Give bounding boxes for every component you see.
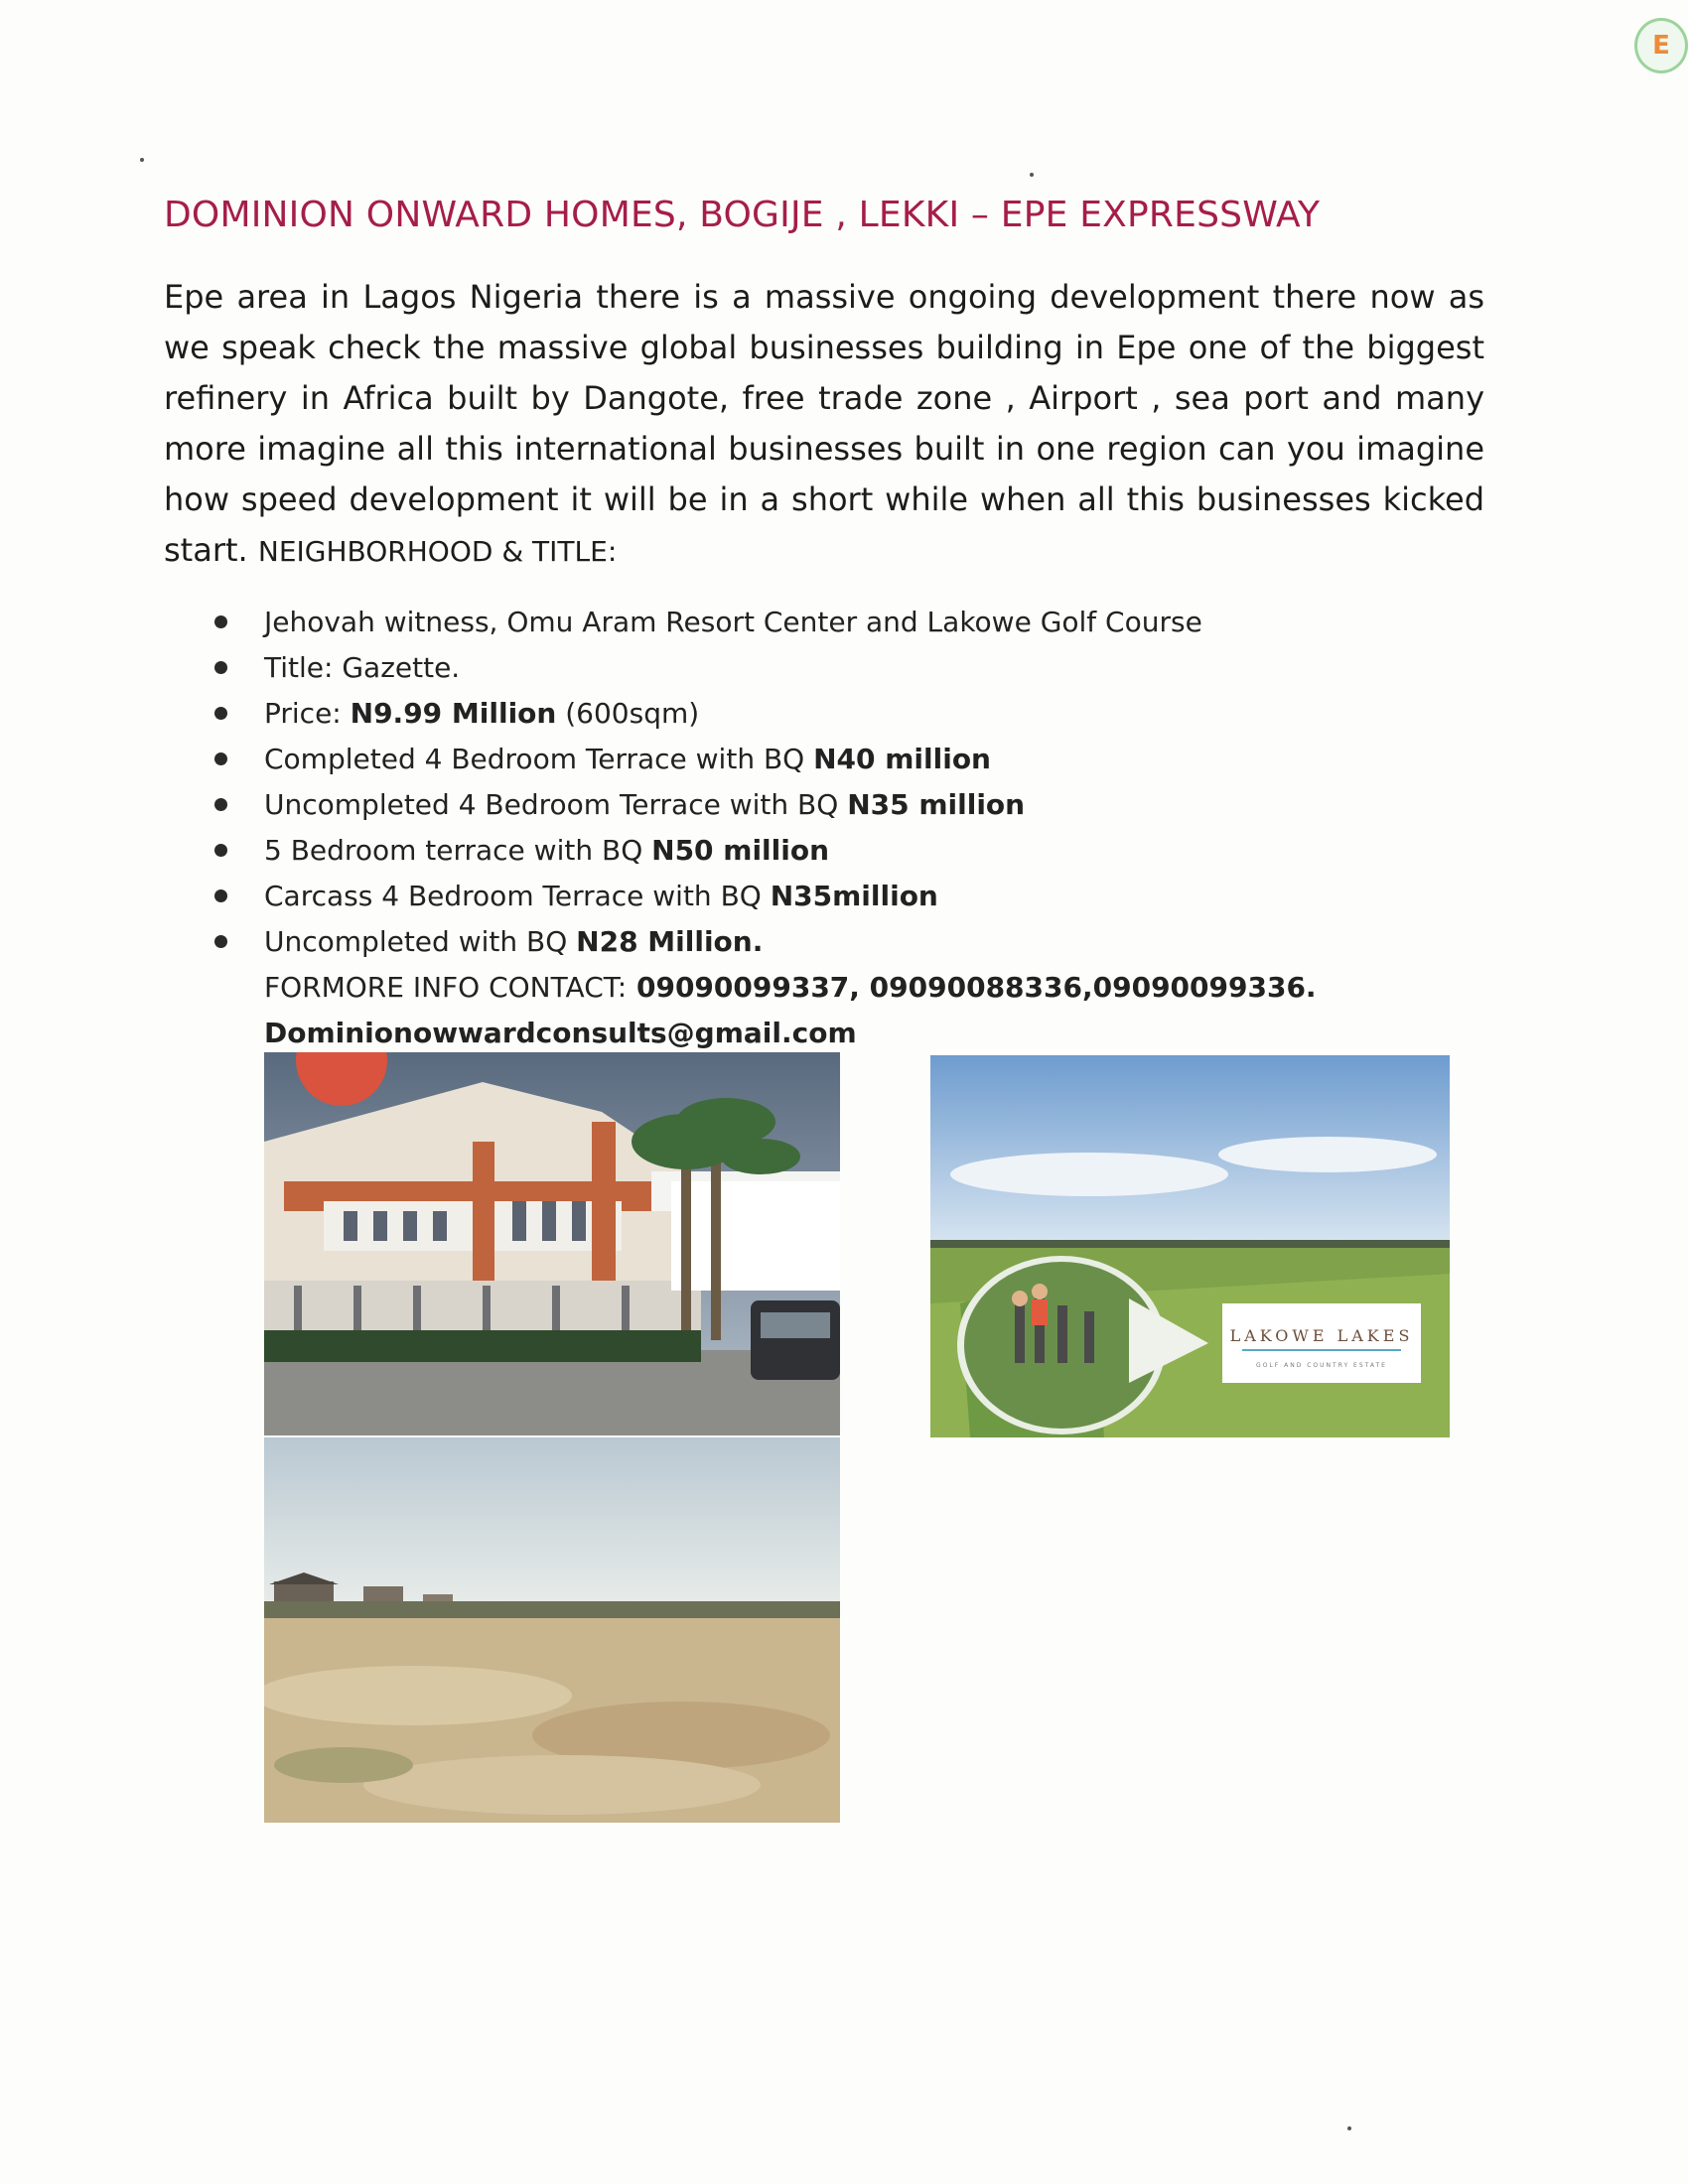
scan-speck	[1030, 173, 1034, 177]
list-item-text: Completed 4 Bedroom Terrace with BQ	[264, 743, 814, 775]
list-item	[211, 828, 1202, 874]
list-item-price: N9.99 Million	[350, 697, 557, 730]
contact-label: FORMORE INFO CONTACT:	[264, 971, 628, 1004]
scan-speck	[140, 158, 144, 162]
bullet-icon	[214, 798, 227, 811]
list-item	[211, 874, 1202, 919]
golf-sign-subtitle: GOLF AND COUNTRY ESTATE	[1256, 1362, 1387, 1369]
list-item-text: 5 Bedroom terrace with BQ	[264, 834, 652, 867]
list-item	[211, 691, 1202, 737]
list-item-price: N28 Million.	[576, 925, 764, 958]
bullet-icon	[214, 615, 227, 628]
section-label: NEIGHBORHOOD & TITLE:	[257, 535, 618, 568]
land-plot-photo	[264, 1437, 840, 1823]
list-item	[211, 782, 1202, 828]
contact-email[interactable]: Dominionowwardconsults@gmail.com	[264, 1017, 857, 1049]
contact-line	[264, 965, 1317, 1011]
bullet-icon	[214, 707, 227, 720]
list-item-text: Uncompleted 4 Bedroom Terrace with BQ	[264, 788, 848, 821]
bullet-icon	[214, 935, 227, 948]
list-item	[211, 737, 1202, 782]
scan-speck	[1347, 2126, 1351, 2130]
list-item-text: Carcass 4 Bedroom Terrace with BQ	[264, 880, 771, 912]
logo-badge	[1634, 18, 1688, 73]
logo-badge-letter: E	[1652, 31, 1670, 61]
list-item	[211, 919, 1202, 965]
golf-course-photo	[930, 1055, 1450, 1437]
list-item-text: Uncompleted with BQ	[264, 925, 577, 958]
bullet-icon	[214, 889, 227, 902]
page-title: DOMINION ONWARD HOMES, BOGIJE , LEKKI – EPE EXPRESSWAY	[164, 195, 1321, 235]
list-item	[211, 645, 1202, 691]
list-item-text: Jehovah witness, Omu Aram Resort Center and Lakowe Golf Course	[264, 606, 1202, 638]
list-item-price: N35million	[770, 880, 938, 912]
bullet-icon	[214, 661, 227, 674]
list-item-suffix: (600sqm)	[556, 697, 700, 730]
listing-bullets	[211, 600, 1202, 965]
contact-block	[264, 965, 1317, 1056]
bullet-icon	[214, 844, 227, 857]
list-item-price: N35 million	[847, 788, 1026, 821]
list-item-price: N40 million	[813, 743, 991, 775]
list-item-price: N50 million	[651, 834, 830, 867]
list-item-text: Price:	[264, 697, 351, 730]
intro-paragraph	[164, 272, 1484, 577]
contact-phone-numbers: 09090099337, 09090088336,09090099336.	[627, 971, 1317, 1004]
list-item-text: Title: Gazette.	[264, 651, 461, 684]
list-item	[211, 600, 1202, 645]
terrace-houses-photo	[264, 1052, 840, 1435]
golf-sign-title: LAKOWE LAKES	[1229, 1326, 1414, 1345]
intro-text: Epe area in Lagos Nigeria there is a massive ongoing development there now as we speak check the massive global businesses building in Epe one of the biggest refinery in Africa built by Dangote, free trade zone , Airport , sea port and many more imagine all this international businesses built in one region can you imagine how speed development it will be in a short while when all this businesses kicked start.	[164, 278, 1484, 569]
bullet-icon	[214, 752, 227, 765]
